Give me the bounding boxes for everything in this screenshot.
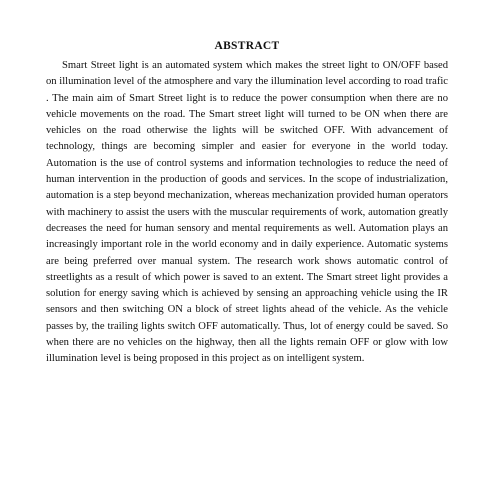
abstract-paragraph: Smart Street light is an automated system which makes the street light to ON/OFF based on illumination level of the atmosphere and vary the illumination level according to road trafic . The main aim of Smart Street light is to reduce the power consumption when there are no vehicle movements on the road. The Smart street light will turned to be ON when there are vehicles on the road otherwise the lights will be switched OFF. With advancement of technology, things are becoming simpler and easier for everyone in the world today. Automation is the use of control systems and information technologies to reduce the need of human intervention in the production of goods and services. In the scope of industrialization, automation is a step beyond mechanization, whereas mechanization provided human operators with machinery to assist the users with the muscular requirements of work, automation greatly decreases the need for human sensory and mental requirements as well. Automation plays an increasingly important role in the world economy and in daily experience. Automatic systems are being preferred over manual system. The research work shows automatic control of streetlights as a result of which power is saved to an extent. The Smart street light provides a solution for energy saving which is achieved by sensing an approaching vehicle using the IR sensors and then switching ON a block of street lights ahead of the vehicle. As the vehicle passes by, the trailing lights switch OFF automatically. Thus, lot of energy could be saved. So when there are no vehicles on the highway, then all the lights remain OFF or glow with low illumination level is being proposed in this project as on intelligent system. — [46, 60, 448, 365]
abstract-heading: ABSTRACT — [214, 40, 280, 52]
